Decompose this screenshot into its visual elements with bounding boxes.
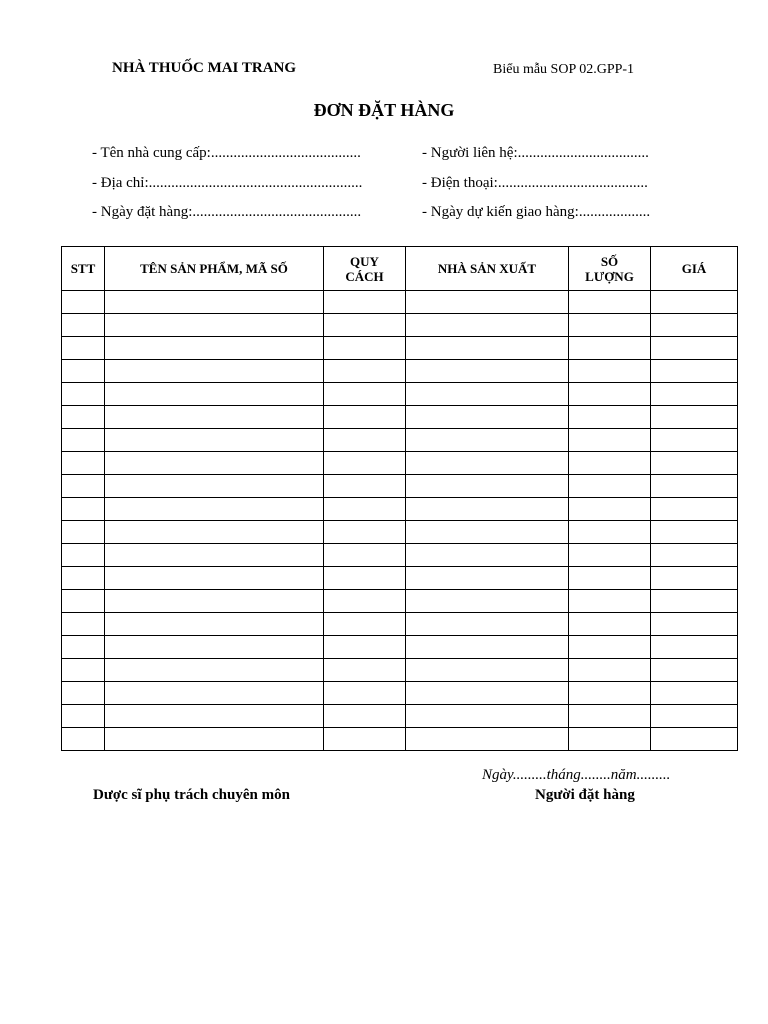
table-cell xyxy=(324,383,406,406)
signature-date-line: Ngày.........tháng........năm......... xyxy=(482,767,671,783)
table-row xyxy=(62,613,738,636)
table-cell xyxy=(105,383,324,406)
table-cell xyxy=(105,590,324,613)
table-cell xyxy=(651,406,738,429)
table-cell xyxy=(406,682,569,705)
table-cell xyxy=(406,728,569,751)
table-cell xyxy=(105,475,324,498)
table-cell xyxy=(324,452,406,475)
table-cell xyxy=(406,590,569,613)
table-cell xyxy=(569,521,651,544)
table-row xyxy=(62,337,738,360)
table-cell xyxy=(569,544,651,567)
table-cell xyxy=(406,567,569,590)
orderer-signature-label: Người đặt hàng xyxy=(535,787,635,803)
table-cell xyxy=(651,291,738,314)
table-cell xyxy=(569,728,651,751)
table-row xyxy=(62,705,738,728)
table-cell xyxy=(406,337,569,360)
table-row xyxy=(62,383,738,406)
table-cell xyxy=(324,521,406,544)
table-cell xyxy=(62,590,105,613)
table-cell xyxy=(62,314,105,337)
table-cell xyxy=(569,659,651,682)
table-body xyxy=(62,291,738,751)
table-cell xyxy=(324,337,406,360)
table-cell xyxy=(569,705,651,728)
table-cell xyxy=(324,705,406,728)
header-price: GIÁ xyxy=(651,247,738,291)
table-cell xyxy=(62,521,105,544)
table-row xyxy=(62,682,738,705)
table-cell xyxy=(569,567,651,590)
table-row xyxy=(62,544,738,567)
table-cell xyxy=(62,567,105,590)
table-cell xyxy=(569,682,651,705)
table-cell xyxy=(105,291,324,314)
table-cell xyxy=(324,728,406,751)
table-cell xyxy=(406,291,569,314)
table-cell xyxy=(324,613,406,636)
table-cell xyxy=(324,291,406,314)
supplier-field: - Tên nhà cung cấp:........................................ xyxy=(92,145,361,161)
table-cell xyxy=(651,429,738,452)
table-cell xyxy=(62,360,105,383)
table-cell xyxy=(569,406,651,429)
table-row xyxy=(62,590,738,613)
table-cell xyxy=(651,567,738,590)
table-cell xyxy=(62,383,105,406)
table-row xyxy=(62,728,738,751)
table-cell xyxy=(569,360,651,383)
table-cell xyxy=(651,337,738,360)
table-row xyxy=(62,521,738,544)
order-table xyxy=(61,246,738,751)
table-cell xyxy=(651,521,738,544)
table-cell xyxy=(62,406,105,429)
table-cell xyxy=(651,682,738,705)
table-cell xyxy=(569,291,651,314)
table-cell xyxy=(324,636,406,659)
table-cell xyxy=(105,406,324,429)
table-cell xyxy=(651,314,738,337)
table-cell xyxy=(324,659,406,682)
header-product-name: TÊN SẢN PHẨM, MÃ SỐ xyxy=(105,247,324,291)
table-cell xyxy=(651,383,738,406)
table-cell xyxy=(105,429,324,452)
table-cell xyxy=(105,498,324,521)
table-cell xyxy=(406,429,569,452)
table-cell xyxy=(651,544,738,567)
table-cell xyxy=(62,498,105,521)
table-cell xyxy=(651,452,738,475)
table-cell xyxy=(651,636,738,659)
page-title: ĐƠN ĐẶT HÀNG xyxy=(313,100,455,120)
table-cell xyxy=(105,521,324,544)
address-field: - Địa chỉ:......................................................... xyxy=(92,175,363,191)
table-cell xyxy=(406,705,569,728)
table-cell xyxy=(569,498,651,521)
table-cell xyxy=(406,636,569,659)
table-cell xyxy=(406,383,569,406)
table-row xyxy=(62,406,738,429)
table-cell xyxy=(62,659,105,682)
table-cell xyxy=(105,705,324,728)
table-cell xyxy=(569,636,651,659)
table-cell xyxy=(569,314,651,337)
table-row xyxy=(62,475,738,498)
table-cell xyxy=(62,452,105,475)
pharmacy-name: NHÀ THUỐC MAI TRANG xyxy=(112,60,297,76)
table-cell xyxy=(62,544,105,567)
table-cell xyxy=(651,360,738,383)
table-cell xyxy=(406,544,569,567)
table-cell xyxy=(651,613,738,636)
table-cell xyxy=(406,452,569,475)
table-cell xyxy=(105,452,324,475)
header-quantity: SỐ LƯỢNG xyxy=(569,247,651,291)
table-row xyxy=(62,659,738,682)
table-row xyxy=(62,360,738,383)
table-cell xyxy=(651,728,738,751)
table-cell xyxy=(324,544,406,567)
header-stt: STT xyxy=(62,247,105,291)
table-cell xyxy=(62,613,105,636)
table-cell xyxy=(406,406,569,429)
table-cell xyxy=(324,567,406,590)
table-cell xyxy=(406,475,569,498)
table-cell xyxy=(324,429,406,452)
table-row xyxy=(62,498,738,521)
table-header-row xyxy=(62,247,738,291)
table-cell xyxy=(569,429,651,452)
table-cell xyxy=(105,567,324,590)
table-cell xyxy=(105,360,324,383)
table-cell xyxy=(62,429,105,452)
table-cell xyxy=(105,314,324,337)
table-cell xyxy=(324,314,406,337)
table-cell xyxy=(406,521,569,544)
table-cell xyxy=(406,613,569,636)
table-cell xyxy=(105,659,324,682)
table-cell xyxy=(105,636,324,659)
table-cell xyxy=(651,705,738,728)
table-cell xyxy=(569,452,651,475)
header-specification: QUY CÁCH xyxy=(324,247,406,291)
table-row xyxy=(62,636,738,659)
table-row xyxy=(62,314,738,337)
table-cell xyxy=(324,498,406,521)
table-cell xyxy=(62,337,105,360)
table-cell xyxy=(62,705,105,728)
table-cell xyxy=(62,475,105,498)
table-cell xyxy=(406,498,569,521)
table-cell xyxy=(105,544,324,567)
table-cell xyxy=(406,360,569,383)
table-cell xyxy=(62,728,105,751)
table-cell xyxy=(105,682,324,705)
phone-field: - Điện thoại:........................................ xyxy=(422,175,648,191)
table-cell xyxy=(62,682,105,705)
table-row xyxy=(62,452,738,475)
table-cell xyxy=(105,337,324,360)
table-cell xyxy=(569,590,651,613)
table-cell xyxy=(651,498,738,521)
table-cell xyxy=(324,360,406,383)
table-row xyxy=(62,429,738,452)
table-cell xyxy=(569,475,651,498)
table-cell xyxy=(569,613,651,636)
table-cell xyxy=(569,337,651,360)
table-cell xyxy=(105,613,324,636)
form-code: Biểu mẫu SOP 02.GPP-1 xyxy=(493,62,635,77)
table-cell xyxy=(651,659,738,682)
table-cell xyxy=(651,590,738,613)
table-row xyxy=(62,291,738,314)
delivery-date-field: - Ngày dự kiến giao hàng:................... xyxy=(422,204,651,220)
pharmacist-signature-label: Dược sĩ phụ trách chuyên môn xyxy=(93,787,290,803)
table-row xyxy=(62,567,738,590)
table-cell xyxy=(406,659,569,682)
table-cell xyxy=(62,291,105,314)
table-cell xyxy=(62,636,105,659)
table-cell xyxy=(406,314,569,337)
table-cell xyxy=(105,728,324,751)
contact-field: - Người liên hệ:................................... xyxy=(422,145,649,161)
table-cell xyxy=(651,475,738,498)
header-manufacturer: NHÀ SẢN XUẤT xyxy=(406,247,569,291)
table-cell xyxy=(324,406,406,429)
table-cell xyxy=(569,383,651,406)
table-cell xyxy=(324,475,406,498)
table-cell xyxy=(324,590,406,613)
order-date-field: - Ngày đặt hàng:............................................. xyxy=(92,204,362,220)
table-cell xyxy=(324,682,406,705)
